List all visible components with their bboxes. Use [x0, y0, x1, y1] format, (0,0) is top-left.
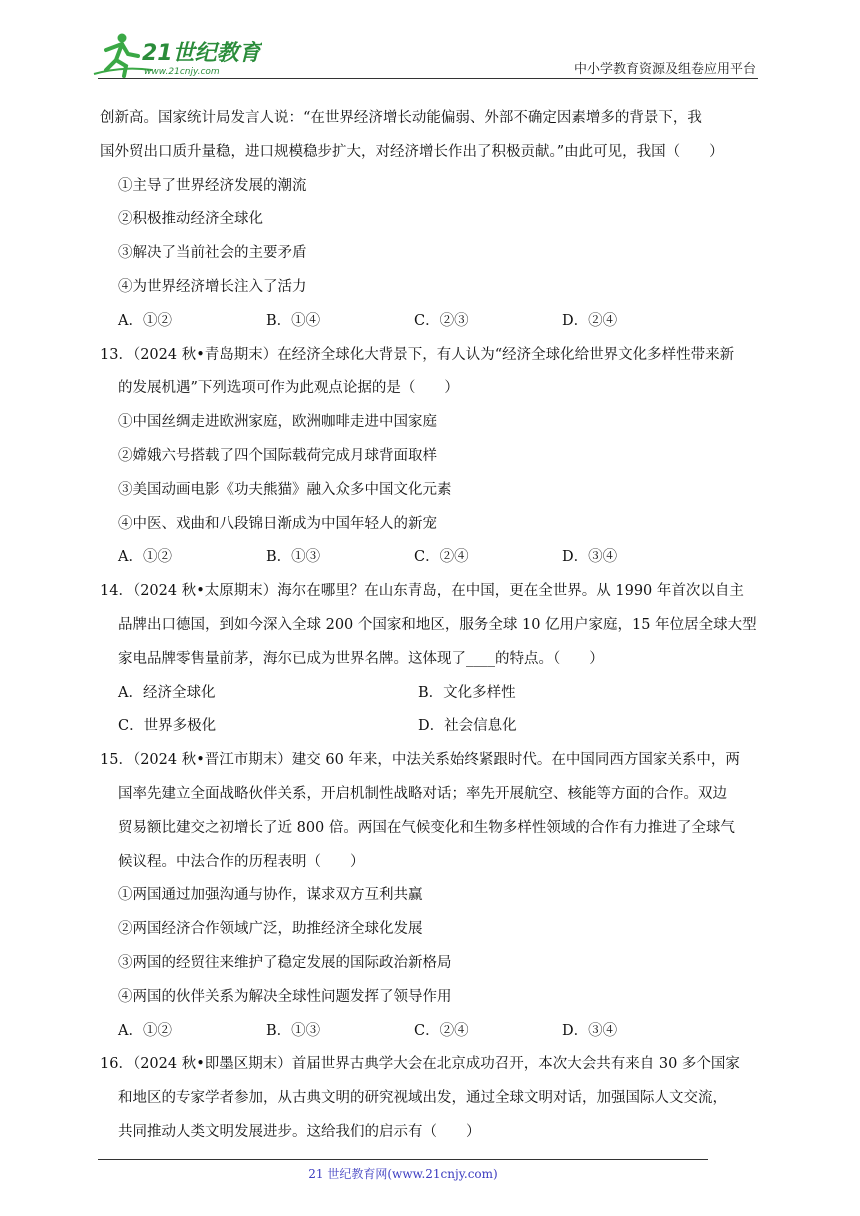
q13-item: ①中国丝绸走进欧洲家庭，欧洲咖啡走进中国家庭: [118, 414, 437, 431]
q16-line: 16．（2024 秋•即墨区期末）首届世界古典学大会在北京成功召开，本次大会共有来自 30 多个国家: [100, 1056, 740, 1073]
q12-choices: [118, 305, 764, 339]
q12-item: ①主导了世界经济发展的潮流: [118, 177, 307, 194]
svg-text:www.21cnjy.com: www.21cnjy.com: [144, 67, 220, 77]
choice-a[interactable]: A．①②: [118, 1022, 172, 1039]
choice-c[interactable]: C．②③: [414, 312, 469, 329]
footer-divider: [98, 1159, 708, 1160]
q13-item: ③美国动画电影《功夫熊猫》融入众多中国文化元素: [118, 481, 452, 498]
q13-item: ②嫦娥六号搭载了四个国际载荷完成月球背面取样: [118, 447, 437, 464]
q16-line: 共同推动人类文明发展进步。这给我们的启示有（ ）: [118, 1123, 481, 1140]
choice-d[interactable]: D．②④: [562, 312, 618, 329]
q15-item: ②两国经济合作领域广泛，助推经济全球化发展: [118, 921, 423, 938]
q15-line: 15．（2024 秋•晋江市期末）建交 60 年来，中法关系始终紧跟时代。在中国同西方国家关系中，两: [100, 752, 740, 769]
choice-a[interactable]: A．经济全球化: [118, 684, 216, 701]
q15-item: ③两国的经贸往来维护了稳定发展的国际政治新格局: [118, 954, 452, 971]
q12-item: ③解决了当前社会的主要矛盾: [118, 245, 307, 262]
q15-line: 贸易额比建交之初增长了近 800 倍。两国在气候变化和生物多样性领域的合作有力推进了全球气: [118, 819, 735, 836]
choice-d[interactable]: D．③④: [562, 549, 618, 566]
q13-line: 13．（2024 秋•青岛期末）在经济全球化大背景下，有人认为“经济全球化给世界文化多样性带来新: [100, 346, 735, 363]
svg-text:21世纪教育: 21世纪教育: [142, 41, 261, 66]
q14-line: 品牌出口德国，到如今深入全球 200 个国家和地区，服务全球 10 亿用户家庭，15 年位居全球大型: [118, 616, 757, 633]
q15-item: ①两国通过加强沟通与协作，谋求双方互利共赢: [118, 887, 423, 904]
q15-choices: [118, 1015, 764, 1049]
choice-c[interactable]: C．世界多极化: [118, 718, 217, 735]
choice-b[interactable]: B．文化多样性: [418, 684, 516, 701]
choice-b[interactable]: B．①③: [266, 1022, 321, 1039]
choice-c[interactable]: C．②④: [414, 1022, 469, 1039]
q12-line: 国外贸出口质升量稳，进口规模稳步扩大，对经济增长作出了积极贡献。”由此可见，我国（ ）: [100, 143, 724, 160]
page-header: [0, 0, 860, 80]
question-content: [100, 102, 764, 1150]
platform-name: 中小学教育资源及组卷应用平台: [573, 62, 756, 77]
q14-line: 14．（2024 秋•太原期末）海尔在哪里？在山东青岛，在中国，更在全世界。从 1990 年首次以自主: [100, 583, 744, 600]
choice-d[interactable]: D．③④: [562, 1022, 618, 1039]
q15-item: ④两国的伙伴关系为解决全球性问题发挥了领导作用: [118, 988, 452, 1005]
choice-a[interactable]: A．①②: [118, 549, 172, 566]
q14-line: 家电品牌零售量前茅，海尔已成为世界名牌。这体现了____的特点。（ ）: [118, 650, 604, 667]
choice-b[interactable]: B．①③: [266, 549, 321, 566]
choice-c[interactable]: C．②④: [414, 549, 469, 566]
footer-link[interactable]: 21 世纪教育网(www.21cnjy.com): [308, 1167, 498, 1181]
q14-choices: [118, 677, 764, 745]
choice-b[interactable]: B．①④: [266, 312, 321, 329]
q12-item: ④为世界经济增长注入了活力: [118, 278, 307, 295]
choice-d[interactable]: D．社会信息化: [418, 718, 517, 735]
q15-line: 候议程。中法合作的历程表明（ ）: [118, 853, 365, 870]
q13-line: 的发展机遇”下列选项可作为此观点论据的是（ ）: [118, 380, 459, 397]
q13-item: ④中医、戏曲和八段锦日渐成为中国年轻人的新宠: [118, 515, 437, 532]
q12-line: 创新高。国家统计局发言人说：“在世界经济增长动能偏弱、外部不确定因素增多的背景下，我: [100, 110, 702, 126]
choice-a[interactable]: A．①②: [118, 312, 172, 329]
site-logo: [92, 30, 262, 82]
header-divider: [98, 78, 758, 79]
q15-line: 国率先建立全面战略伙伴关系，开启机制性战略对话；率先开展航空、核能等方面的合作。双边: [118, 785, 727, 802]
q13-choices: [118, 541, 764, 575]
q12-item: ②积极推动经济全球化: [118, 211, 263, 228]
q16-line: 和地区的专家学者参加，从古典文明的研究视域出发，通过全球文明对话，加强国际人文交流，: [118, 1090, 727, 1107]
